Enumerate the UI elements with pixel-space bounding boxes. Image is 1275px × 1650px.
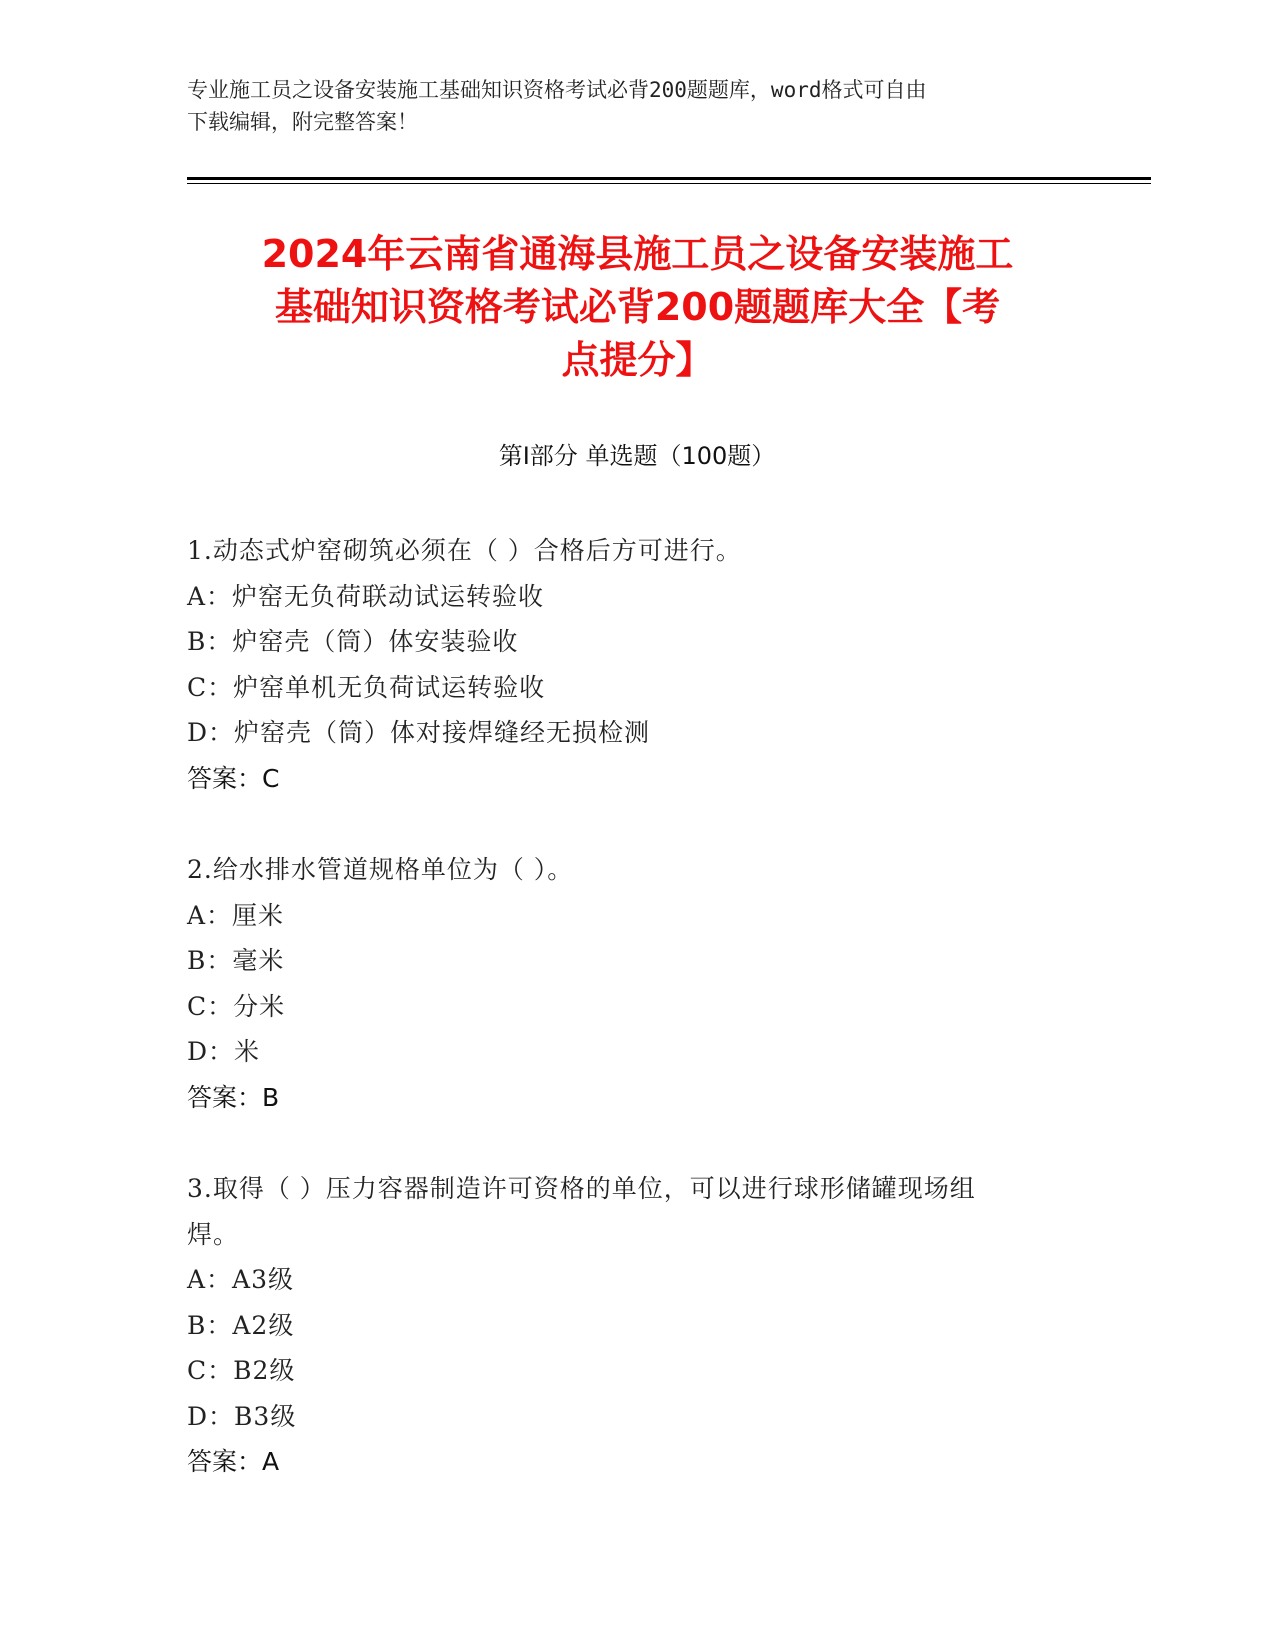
question-1 xyxy=(187,528,1087,801)
answer: 答案：A xyxy=(187,1447,280,1476)
option-b: B：炉窑壳（筒）体安装验收 xyxy=(187,627,519,656)
header-divider-thin xyxy=(187,183,1151,184)
question-stem-line-1: 3.取得（ ）压力容器制造许可资格的单位，可以进行球形储罐现场组 xyxy=(187,1174,976,1203)
section-heading: 第Ⅰ部分 单选题（100题） xyxy=(498,442,776,470)
answer: 答案：C xyxy=(187,763,280,793)
option-b: B：A2级 xyxy=(187,1310,295,1340)
header-note-line-2: 下载编辑，附完整答案！ xyxy=(187,110,418,134)
question-2 xyxy=(187,847,1087,1120)
title-line-2: 基础知识资格考试必背200题题库大全【考 xyxy=(274,285,1001,329)
question-3 xyxy=(187,1166,1087,1485)
option-d: D：米 xyxy=(187,1037,261,1066)
option-b: B：毫米 xyxy=(187,946,285,975)
option-c: C：炉窑单机无负荷试运转验收 xyxy=(187,672,546,702)
option-c: C：分米 xyxy=(187,991,286,1021)
option-c: C：B2级 xyxy=(187,1356,296,1385)
question-stem: 1.动态式炉窑砌筑必须在（ ）合格后方可进行。 xyxy=(187,536,742,565)
option-a: A：厘米 xyxy=(187,900,285,930)
option-d: D：炉窑壳（筒）体对接焊缝经无损检测 xyxy=(187,718,651,747)
document-title xyxy=(160,228,1115,387)
option-a: A：炉窑无负荷联动试运转验收 xyxy=(187,581,545,611)
question-stem-line-2: 焊。 xyxy=(187,1219,240,1249)
option-d: D：B3级 xyxy=(187,1401,297,1431)
header-divider-thick xyxy=(187,177,1151,180)
option-a: A：A3级 xyxy=(187,1265,295,1294)
title-line-1: 2024年云南省通海县施工员之设备安装施工 xyxy=(261,232,1014,276)
title-line-3: 点提分】 xyxy=(561,338,714,382)
question-stem: 2.给水排水管道规格单位为（ ）。 xyxy=(187,855,574,884)
question-list xyxy=(187,528,1087,1531)
header-note xyxy=(187,74,1087,138)
header-note-line-1: 专业施工员之设备安装施工基础知识资格考试必背200题题库，word格式可自由 xyxy=(187,78,927,102)
answer: 答案：B xyxy=(187,1082,280,1112)
